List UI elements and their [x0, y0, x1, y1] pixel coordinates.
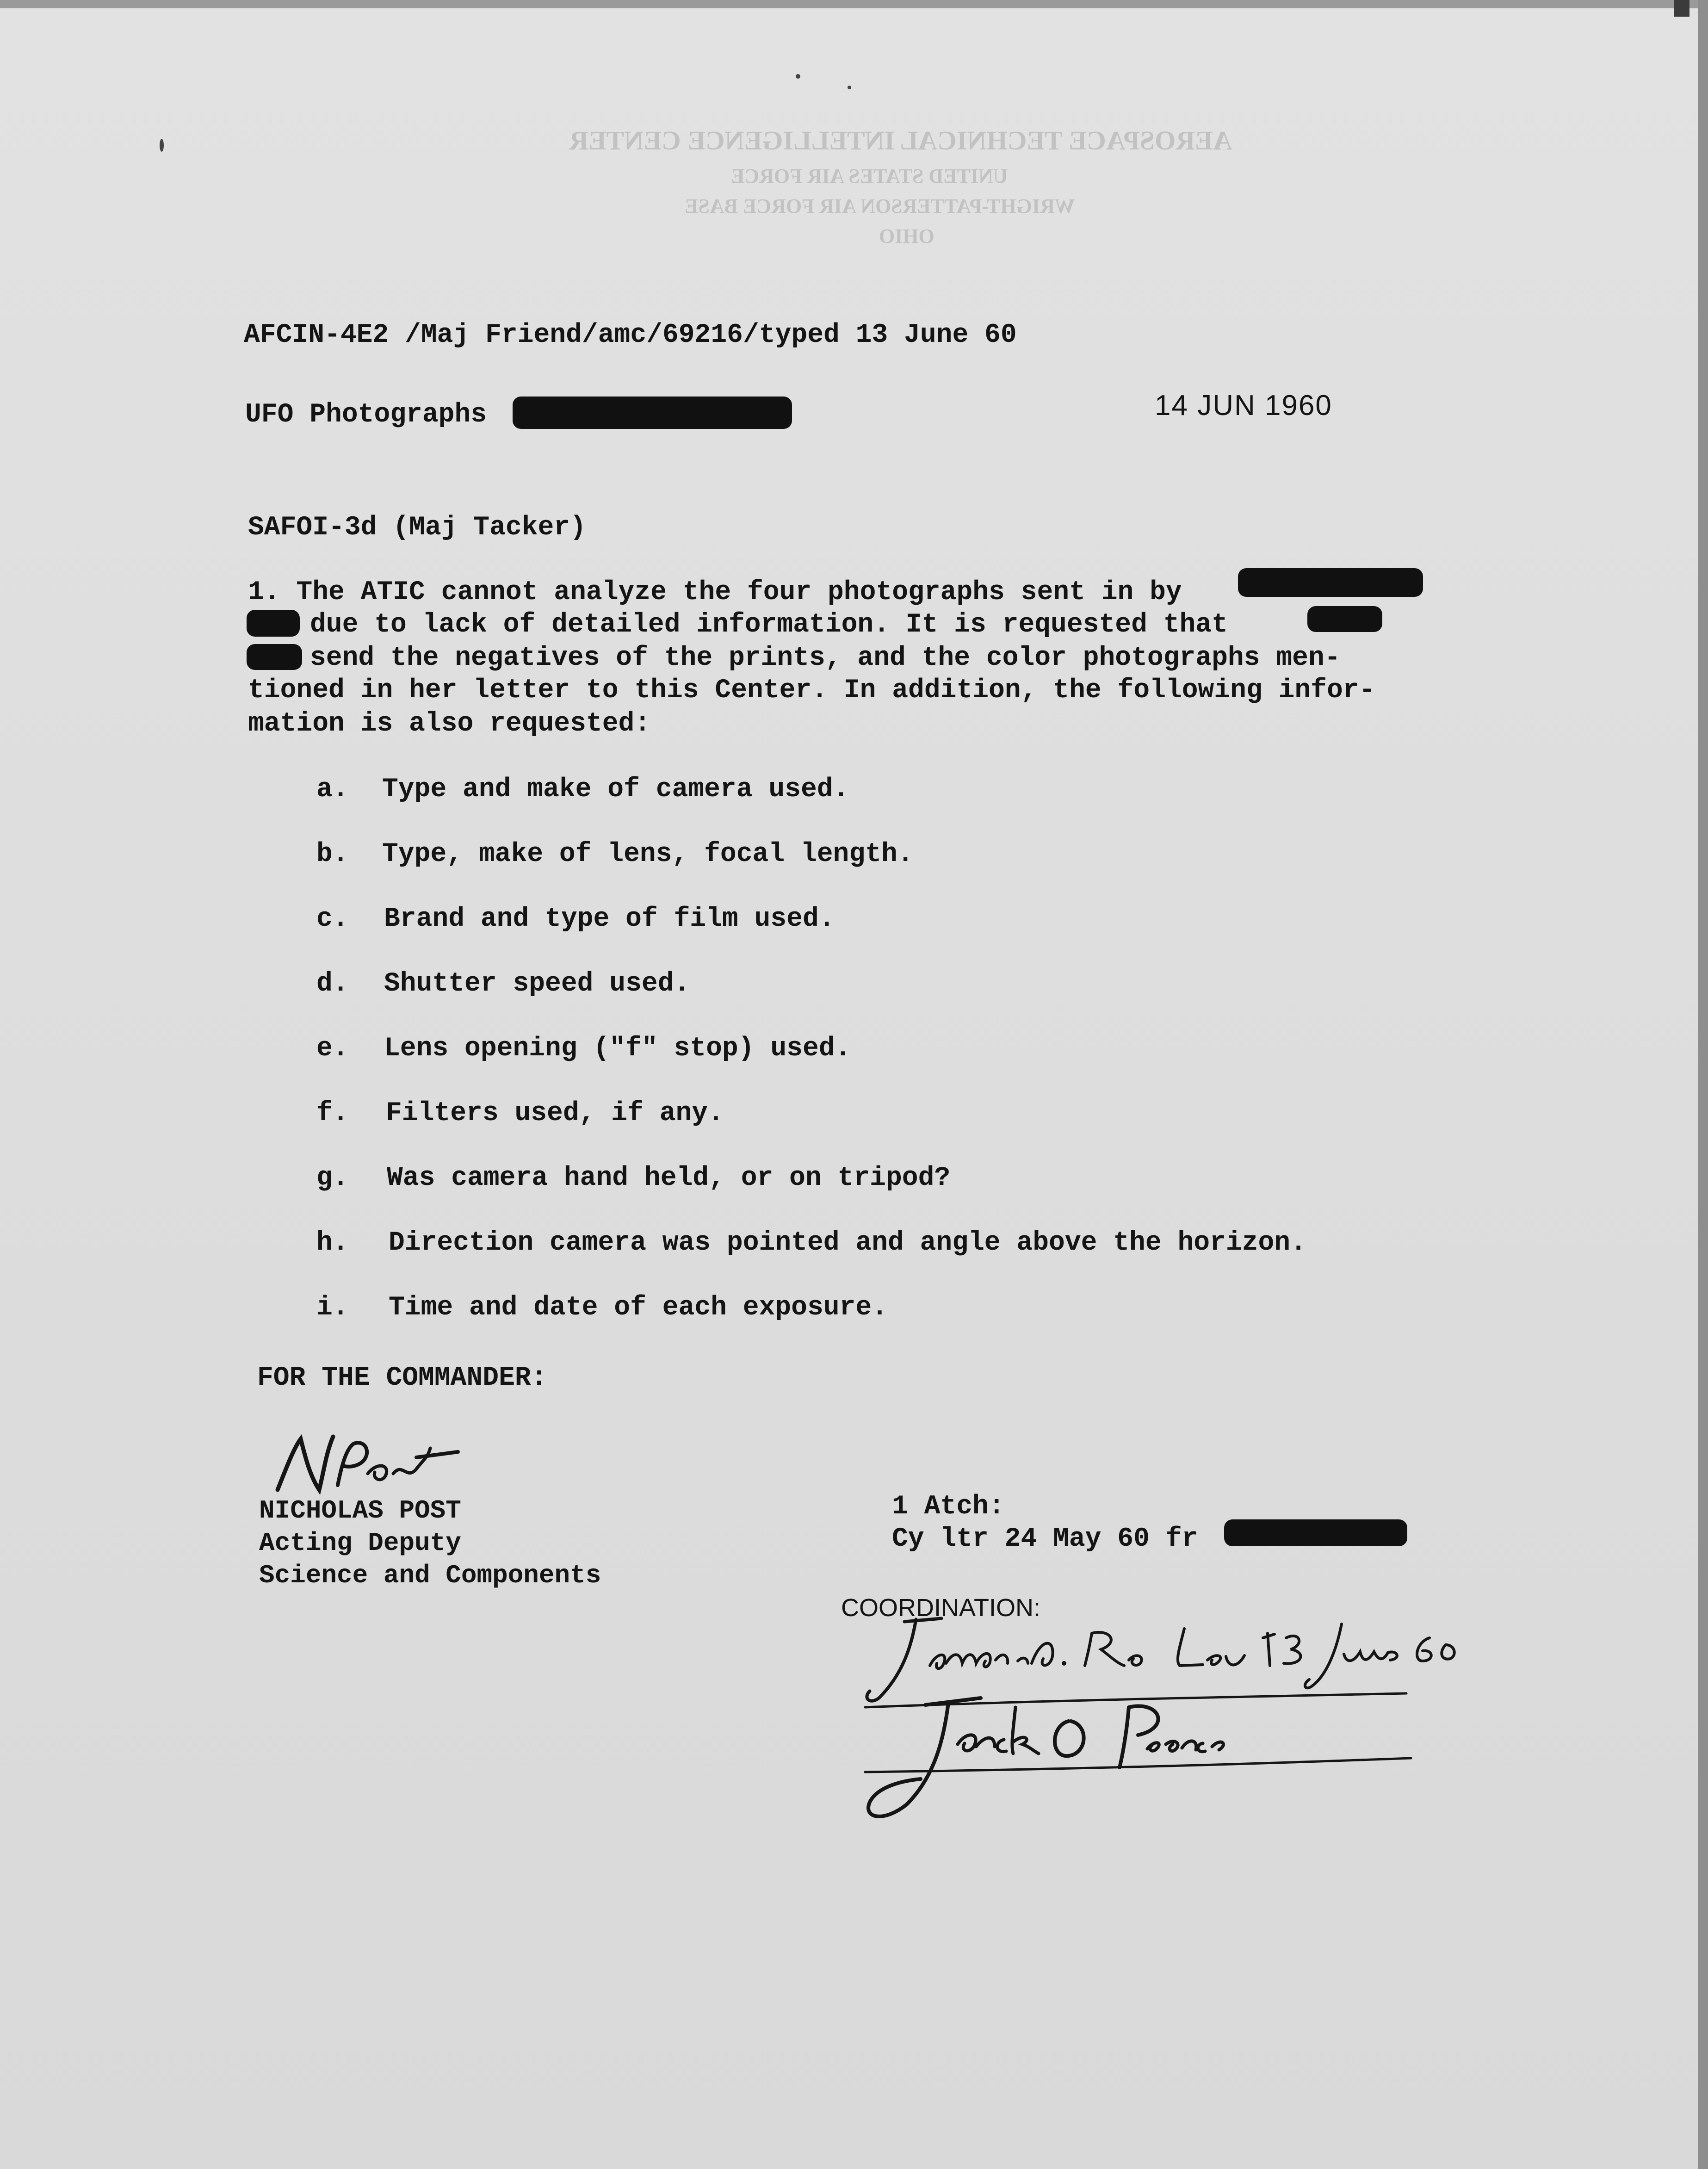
item-letter-c: c.: [316, 904, 349, 934]
item-letter-f: f.: [316, 1098, 349, 1128]
item-text-e: Lens opening ("f" stop) used.: [384, 1034, 851, 1064]
para1-line-3: send the negatives of the prints, and the color photographs men-: [310, 643, 1341, 673]
item-text-f: Filters used, if any.: [386, 1098, 724, 1128]
redaction-bar: [1307, 606, 1382, 632]
coordination-label: COORDINATION:: [841, 1594, 1040, 1622]
bleedthrough-line-4: OHIO: [879, 225, 934, 248]
item-letter-b: b.: [316, 839, 349, 869]
subject-line: UFO Photographs: [245, 400, 487, 430]
item-text-h: Direction camera was pointed and angle above the horizon.: [389, 1228, 1306, 1258]
signature-n-post: [268, 1430, 472, 1499]
addressee-line: SAFOI-3d (Maj Tacker): [248, 513, 586, 543]
item-letter-h: h.: [316, 1228, 349, 1258]
item-letter-e: e.: [316, 1034, 349, 1064]
item-text-i: Time and date of each exposure.: [389, 1293, 888, 1323]
signer-name: NICHOLAS POST: [259, 1496, 461, 1525]
attachment-count: 1 Atch:: [892, 1492, 1005, 1522]
redaction-bar: [1238, 568, 1423, 597]
for-the-commander: FOR THE COMMANDER:: [257, 1363, 547, 1393]
para1-line-4: tioned in her letter to this Center. In addition, the following infor-: [248, 675, 1375, 706]
redaction-bar: [513, 397, 792, 429]
scan-edge-top: [0, 0, 1708, 8]
item-letter-i: i.: [316, 1293, 349, 1323]
signature-coordination-2: [856, 1689, 1420, 1828]
scan-edge-right: [1698, 0, 1708, 2169]
redaction-bar: [247, 610, 300, 637]
item-letter-d: d.: [316, 969, 349, 999]
para1-line-1: 1. The ATIC cannot analyze the four photographs sent in by: [248, 577, 1182, 607]
attachment-desc: Cy ltr 24 May 60 fr: [892, 1524, 1198, 1554]
para1-line-2: due to lack of detailed information. It is requested that: [310, 610, 1228, 640]
bleedthrough-line-2: UNITED STATES AIR FORCE: [731, 165, 1008, 187]
scan-speck: [848, 86, 851, 89]
item-text-g: Was camera hand held, or on tripod?: [387, 1163, 951, 1193]
redaction-bar: [247, 644, 302, 670]
scan-speck: [796, 74, 800, 79]
item-text-d: Shutter speed used.: [384, 969, 690, 999]
signer-title-2: Science and Components: [259, 1561, 601, 1590]
item-text-b: Type, make of lens, focal length.: [382, 839, 914, 869]
para1-line-5: mation is also requested:: [248, 709, 651, 739]
bleedthrough-line-1: AEROSPACE TECHNICAL INTELLIGENCE CENTER: [569, 125, 1232, 155]
redaction-bar: [1224, 1519, 1407, 1546]
item-letter-g: g.: [316, 1163, 349, 1193]
routing-line: AFCIN-4E2 /Maj Friend/amc/69216/typed 13 June 60: [244, 320, 1017, 350]
item-letter-a: a.: [316, 775, 349, 805]
item-text-a: Type and make of camera used.: [382, 775, 849, 805]
scan-corner-mark: [1674, 0, 1689, 17]
item-text-c: Brand and type of film used.: [384, 904, 835, 934]
signer-title-1: Acting Deputy: [259, 1528, 461, 1558]
date-stamp: 14 JUN 1960: [1155, 390, 1332, 421]
scan-speck: [160, 139, 164, 152]
bleedthrough-line-3: WRIGHT-PATTERSON AIR FORCE BASE: [685, 195, 1075, 217]
